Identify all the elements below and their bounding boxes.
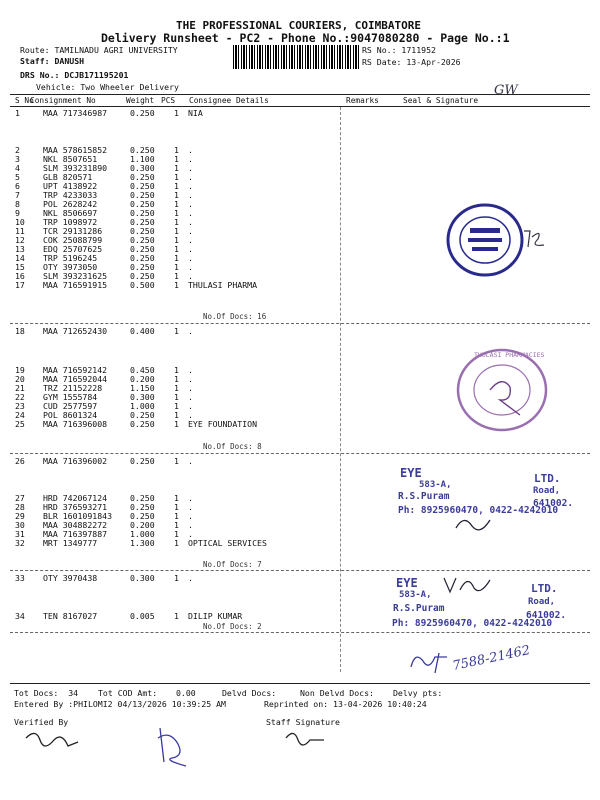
row-sno: 34 bbox=[15, 611, 25, 621]
row-sno: 4 bbox=[15, 163, 20, 173]
row-consignee: DILIP KUMAR bbox=[188, 611, 243, 621]
row-weight: 0.450 bbox=[130, 365, 155, 375]
eye-stamp-area: R.S.Puram bbox=[393, 603, 445, 614]
row-weight: 0.250 bbox=[130, 108, 155, 118]
row-consignee: . bbox=[188, 374, 193, 384]
eye-stamp-pin: 641002. bbox=[526, 610, 567, 621]
row-consignment-no: MAA 716396002 bbox=[43, 456, 108, 466]
row-pcs: 1 bbox=[174, 208, 179, 218]
row-pcs: 1 bbox=[174, 392, 179, 402]
row-weight: 0.400 bbox=[130, 326, 155, 336]
row-consignee: . bbox=[188, 235, 193, 245]
row-consignee: . bbox=[188, 326, 193, 336]
row-pcs: 1 bbox=[174, 154, 179, 164]
row-consignee: . bbox=[188, 456, 193, 466]
row-weight: 0.005 bbox=[130, 611, 155, 621]
row-pcs: 1 bbox=[174, 456, 179, 466]
row-sno: 28 bbox=[15, 502, 25, 512]
row-consignment-no: TRZ 21152228 bbox=[43, 383, 103, 393]
row-consignee: . bbox=[188, 244, 193, 254]
row-consignee: . bbox=[188, 163, 193, 173]
eye-stamp-ltd: LTD. bbox=[531, 582, 558, 595]
row-consignee: . bbox=[188, 190, 193, 200]
row-weight: 0.500 bbox=[130, 280, 155, 290]
row-sno: 11 bbox=[15, 226, 25, 236]
row-consignment-no: TEN 8167027 bbox=[43, 611, 98, 621]
row-pcs: 1 bbox=[174, 172, 179, 182]
row-pcs: 1 bbox=[174, 374, 179, 384]
row-weight: 0.250 bbox=[130, 235, 155, 245]
row-sno: 23 bbox=[15, 401, 25, 411]
row-consignee: EYE FOUNDATION bbox=[188, 419, 258, 429]
row-weight: 0.250 bbox=[130, 244, 155, 254]
row-consignee: THULASI PHARMA bbox=[188, 280, 258, 290]
row-consignee: NIA bbox=[188, 108, 203, 118]
row-weight: 0.250 bbox=[130, 217, 155, 227]
row-consignment-no: SLM 393231625 bbox=[43, 271, 108, 281]
row-weight: 0.250 bbox=[130, 262, 155, 272]
row-sno: 32 bbox=[15, 538, 25, 548]
drs-number: DRS No.: DCJB171195201 bbox=[20, 70, 129, 80]
row-consignment-no: OTY 3973050 bbox=[43, 262, 98, 272]
row-consignee: . bbox=[188, 392, 193, 402]
group-total: No.Of Docs: 7 bbox=[203, 560, 262, 569]
row-consignee: . bbox=[188, 226, 193, 236]
row-consignee: . bbox=[188, 401, 193, 411]
total-cod-label: Tot COD Amt: bbox=[98, 688, 158, 698]
row-weight: 0.250 bbox=[130, 493, 155, 503]
delivery-points: Delvy pts: bbox=[393, 688, 443, 698]
row-weight: 1.000 bbox=[130, 401, 155, 411]
delivered-docs: Delvd Docs: bbox=[222, 688, 277, 698]
eye-stamp-area: R.S.Puram bbox=[398, 491, 450, 502]
row-consignment-no: TRP 4233033 bbox=[43, 190, 98, 200]
row-sno: 22 bbox=[15, 392, 25, 402]
eye-stamp-name: EYE bbox=[400, 466, 422, 480]
row-consignee: . bbox=[188, 217, 193, 227]
row-consignment-no: SLM 393231890 bbox=[43, 163, 108, 173]
row-sno: 9 bbox=[15, 208, 20, 218]
row-weight: 0.300 bbox=[130, 392, 155, 402]
row-pcs: 1 bbox=[174, 280, 179, 290]
group-divider bbox=[10, 632, 590, 633]
row-consignment-no: EDQ 25707625 bbox=[43, 244, 103, 254]
route: Route: TAMILNADU AGRI UNIVERSITY bbox=[20, 45, 178, 55]
row-consignee: . bbox=[188, 383, 193, 393]
table-row bbox=[0, 457, 600, 466]
verifier-signature bbox=[22, 726, 82, 756]
barcode bbox=[233, 45, 359, 69]
row-sno: 10 bbox=[15, 217, 25, 227]
row-consignment-no: NKL 8506697 bbox=[43, 208, 98, 218]
row-consignment-no: HRD 376593271 bbox=[43, 502, 108, 512]
row-pcs: 1 bbox=[174, 226, 179, 236]
rs-date: RS Date: 13-Apr-2026 bbox=[362, 57, 461, 67]
row-consignee: . bbox=[188, 271, 193, 281]
row-sno: 8 bbox=[15, 199, 20, 209]
company-name: THE PROFESSIONAL COURIERS, COIMBATORE bbox=[176, 19, 422, 32]
row-consignment-no: CUD 2577597 bbox=[43, 401, 98, 411]
row-sno: 13 bbox=[15, 244, 25, 254]
col-consignment: Consignment No bbox=[30, 96, 96, 105]
row-consignee: . bbox=[188, 511, 193, 521]
row-weight: 1.300 bbox=[130, 538, 155, 548]
handwritten-signature bbox=[150, 722, 195, 772]
row-pcs: 1 bbox=[174, 419, 179, 429]
row-weight: 0.250 bbox=[130, 208, 155, 218]
row-weight: 0.250 bbox=[130, 226, 155, 236]
row-pcs: 1 bbox=[174, 190, 179, 200]
row-weight: 0.250 bbox=[130, 419, 155, 429]
row-pcs: 1 bbox=[174, 383, 179, 393]
rs-number: RS No.: 1711952 bbox=[362, 45, 436, 55]
row-pcs: 1 bbox=[174, 573, 179, 583]
group-total: No.Of Docs: 16 bbox=[203, 312, 267, 321]
row-consignee: . bbox=[188, 172, 193, 182]
group-divider bbox=[10, 323, 590, 324]
row-consignment-no: MAA 716396008 bbox=[43, 419, 108, 429]
row-consignee: . bbox=[188, 502, 193, 512]
row-pcs: 1 bbox=[174, 271, 179, 281]
eye-stamp-name: EYE bbox=[396, 576, 418, 590]
vehicle: Vehicle: Two Wheeler Delivery bbox=[36, 82, 179, 92]
row-sno: 12 bbox=[15, 235, 25, 245]
row-sno: 18 bbox=[15, 326, 25, 336]
staff: Staff: DANUSH bbox=[20, 56, 85, 66]
signature-mark bbox=[520, 225, 550, 255]
header-rule-top bbox=[10, 94, 590, 95]
row-consignment-no: TRP 1098972 bbox=[43, 217, 98, 227]
row-consignment-no: GLB 820571 bbox=[43, 172, 93, 182]
row-pcs: 1 bbox=[174, 199, 179, 209]
row-pcs: 1 bbox=[174, 410, 179, 420]
row-consignment-no: MAA 712652430 bbox=[43, 326, 108, 336]
row-weight: 0.250 bbox=[130, 145, 155, 155]
row-pcs: 1 bbox=[174, 145, 179, 155]
group-total: No.Of Docs: 8 bbox=[203, 442, 262, 451]
row-consignee: . bbox=[188, 253, 193, 263]
staff-signature-label: Staff Signature bbox=[266, 717, 340, 727]
row-consignee: . bbox=[188, 410, 193, 420]
row-consignment-no: COK 25088799 bbox=[43, 235, 103, 245]
col-weight: Weight bbox=[126, 96, 155, 105]
row-sno: 25 bbox=[15, 419, 25, 429]
row-weight: 0.250 bbox=[130, 199, 155, 209]
row-weight: 0.250 bbox=[130, 410, 155, 420]
row-sno: 1 bbox=[15, 108, 20, 118]
row-sno: 21 bbox=[15, 383, 25, 393]
row-sno: 31 bbox=[15, 529, 25, 539]
table-row bbox=[0, 539, 600, 548]
row-consignee: . bbox=[188, 145, 193, 155]
eye-stamp-pin: 641002. bbox=[533, 498, 574, 509]
row-consignment-no: TCR 29131286 bbox=[43, 226, 103, 236]
eye-stamp-addr: 583-A, bbox=[399, 590, 432, 600]
col-remarks: Remarks bbox=[346, 96, 379, 105]
row-consignment-no: POL 8601324 bbox=[43, 410, 98, 420]
row-consignment-no: HRD 742067124 bbox=[43, 493, 108, 503]
table-row bbox=[0, 574, 600, 583]
row-weight: 1.000 bbox=[130, 529, 155, 539]
row-weight: 0.250 bbox=[130, 502, 155, 512]
row-sno: 17 bbox=[15, 280, 25, 290]
handwritten-note: GW bbox=[494, 83, 518, 98]
row-consignment-no: NKL 8507651 bbox=[43, 154, 98, 164]
row-weight: 0.250 bbox=[130, 172, 155, 182]
group-total: No.Of Docs: 2 bbox=[203, 622, 262, 631]
row-pcs: 1 bbox=[174, 326, 179, 336]
row-consignee: . bbox=[188, 573, 193, 583]
row-pcs: 1 bbox=[174, 529, 179, 539]
eye-stamp-ltd: LTD. bbox=[534, 472, 561, 485]
eye-stamp-road: Road, bbox=[528, 597, 556, 607]
row-weight: 0.250 bbox=[130, 271, 155, 281]
row-pcs: 1 bbox=[174, 253, 179, 263]
row-weight: 0.200 bbox=[130, 374, 155, 384]
row-consignment-no: MAA 716592044 bbox=[43, 374, 108, 384]
eye-stamp-road: Road, bbox=[533, 486, 561, 496]
row-consignment-no: UPT 4138922 bbox=[43, 181, 98, 191]
row-pcs: 1 bbox=[174, 401, 179, 411]
row-weight: 0.300 bbox=[130, 163, 155, 173]
row-sno: 24 bbox=[15, 410, 25, 420]
row-sno: 3 bbox=[15, 154, 20, 164]
row-consignee: . bbox=[188, 208, 193, 218]
row-sno: 33 bbox=[15, 573, 25, 583]
row-consignee: . bbox=[188, 181, 193, 191]
row-pcs: 1 bbox=[174, 611, 179, 621]
row-consignment-no: GYM 1555784 bbox=[43, 392, 98, 402]
row-weight: 1.100 bbox=[130, 154, 155, 164]
row-pcs: 1 bbox=[174, 181, 179, 191]
row-consignment-no: MAA 716591915 bbox=[43, 280, 108, 290]
row-pcs: 1 bbox=[174, 502, 179, 512]
eye-stamp-addr: 583-A, bbox=[419, 480, 452, 490]
row-consignment-no: BLR 1601091843 bbox=[43, 511, 113, 521]
row-pcs: 1 bbox=[174, 244, 179, 254]
row-sno: 26 bbox=[15, 456, 25, 466]
row-sno: 7 bbox=[15, 190, 20, 200]
row-weight: 0.250 bbox=[130, 253, 155, 263]
row-consignment-no: MAA 717346987 bbox=[43, 108, 108, 118]
row-sno: 2 bbox=[15, 145, 20, 155]
row-consignment-no: MAA 578615852 bbox=[43, 145, 108, 155]
row-consignee: . bbox=[188, 365, 193, 375]
row-consignment-no: POL 2628242 bbox=[43, 199, 98, 209]
row-sno: 27 bbox=[15, 493, 25, 503]
row-consignee: . bbox=[188, 520, 193, 530]
col-seal: Seal & Signature bbox=[403, 96, 479, 105]
row-sno: 30 bbox=[15, 520, 25, 530]
verified-by-label: Verified By bbox=[14, 717, 69, 727]
row-consignment-no: OTY 3970438 bbox=[43, 573, 98, 583]
row-pcs: 1 bbox=[174, 520, 179, 530]
col-sno: S No bbox=[15, 96, 34, 105]
row-weight: 0.250 bbox=[130, 511, 155, 521]
row-sno: 14 bbox=[15, 253, 25, 263]
row-consignee: . bbox=[188, 199, 193, 209]
row-consignment-no: TRP 5196245 bbox=[43, 253, 98, 263]
row-pcs: 1 bbox=[174, 108, 179, 118]
table-row bbox=[0, 327, 600, 336]
row-weight: 0.250 bbox=[130, 190, 155, 200]
total-docs: Tot Docs: 34 bbox=[14, 688, 79, 698]
row-consignment-no: MAA 304882272 bbox=[43, 520, 108, 530]
table-row bbox=[0, 281, 600, 290]
row-pcs: 1 bbox=[174, 511, 179, 521]
col-pcs: PCS bbox=[161, 96, 176, 105]
row-weight: 0.300 bbox=[130, 573, 155, 583]
row-consignment-no: MAA 716397887 bbox=[43, 529, 108, 539]
row-pcs: 1 bbox=[174, 262, 179, 272]
row-weight: 0.250 bbox=[130, 456, 155, 466]
col-consignee: Consignee Details bbox=[189, 96, 269, 105]
group-divider bbox=[10, 570, 590, 571]
total-cod-value: 0.00 bbox=[176, 688, 196, 698]
row-pcs: 1 bbox=[174, 235, 179, 245]
group-divider bbox=[10, 453, 590, 454]
handwritten-number: 7588-21462 bbox=[451, 642, 532, 675]
sheet-title: Delivery Runsheet - PC2 - Phone No.:9047080280 - Page No.:1 bbox=[101, 31, 510, 45]
row-pcs: 1 bbox=[174, 538, 179, 548]
eye-stamp-phone: Ph: 8925960470, 0422-4242010 bbox=[392, 618, 553, 629]
row-sno: 29 bbox=[15, 511, 25, 521]
header-rule-bottom bbox=[10, 106, 590, 107]
row-pcs: 1 bbox=[174, 217, 179, 227]
entered-by: Entered By :PHILOMI2 04/13/2026 10:39:25 AM bbox=[14, 699, 226, 709]
signature-mark bbox=[440, 572, 500, 602]
reprinted-on: Reprinted on: 13-04-2026 10:40:24 bbox=[264, 699, 427, 709]
row-consignee: . bbox=[188, 529, 193, 539]
row-consignee: . bbox=[188, 493, 193, 503]
row-consignee: OPTICAL SERVICES bbox=[188, 538, 267, 548]
signature-mark bbox=[450, 510, 500, 540]
round-seal-stamp bbox=[440, 200, 530, 280]
row-sno: 15 bbox=[15, 262, 25, 272]
table-row bbox=[0, 109, 600, 118]
staff-signature bbox=[280, 726, 330, 756]
column-headers bbox=[0, 97, 600, 106]
non-delivered-docs: Non Delvd Docs: bbox=[300, 688, 374, 698]
row-sno: 20 bbox=[15, 374, 25, 384]
row-consignment-no: MRT 1349777 bbox=[43, 538, 98, 548]
row-consignee: . bbox=[188, 262, 193, 272]
row-pcs: 1 bbox=[174, 365, 179, 375]
row-pcs: 1 bbox=[174, 493, 179, 503]
footer-rule bbox=[10, 683, 590, 684]
row-consignment-no: MAA 716592142 bbox=[43, 365, 108, 375]
row-pcs: 1 bbox=[174, 163, 179, 173]
eye-stamp-phone: Ph: 8925960470, 0422-4242010 bbox=[398, 505, 559, 516]
row-sno: 5 bbox=[15, 172, 20, 182]
row-weight: 1.150 bbox=[130, 383, 155, 393]
row-weight: 0.250 bbox=[130, 181, 155, 191]
row-sno: 19 bbox=[15, 365, 25, 375]
pharmacy-seal-text: THULASI PHARMACIES bbox=[474, 351, 545, 359]
row-consignee: . bbox=[188, 154, 193, 164]
row-sno: 6 bbox=[15, 181, 20, 191]
row-sno: 16 bbox=[15, 271, 25, 281]
row-weight: 0.200 bbox=[130, 520, 155, 530]
